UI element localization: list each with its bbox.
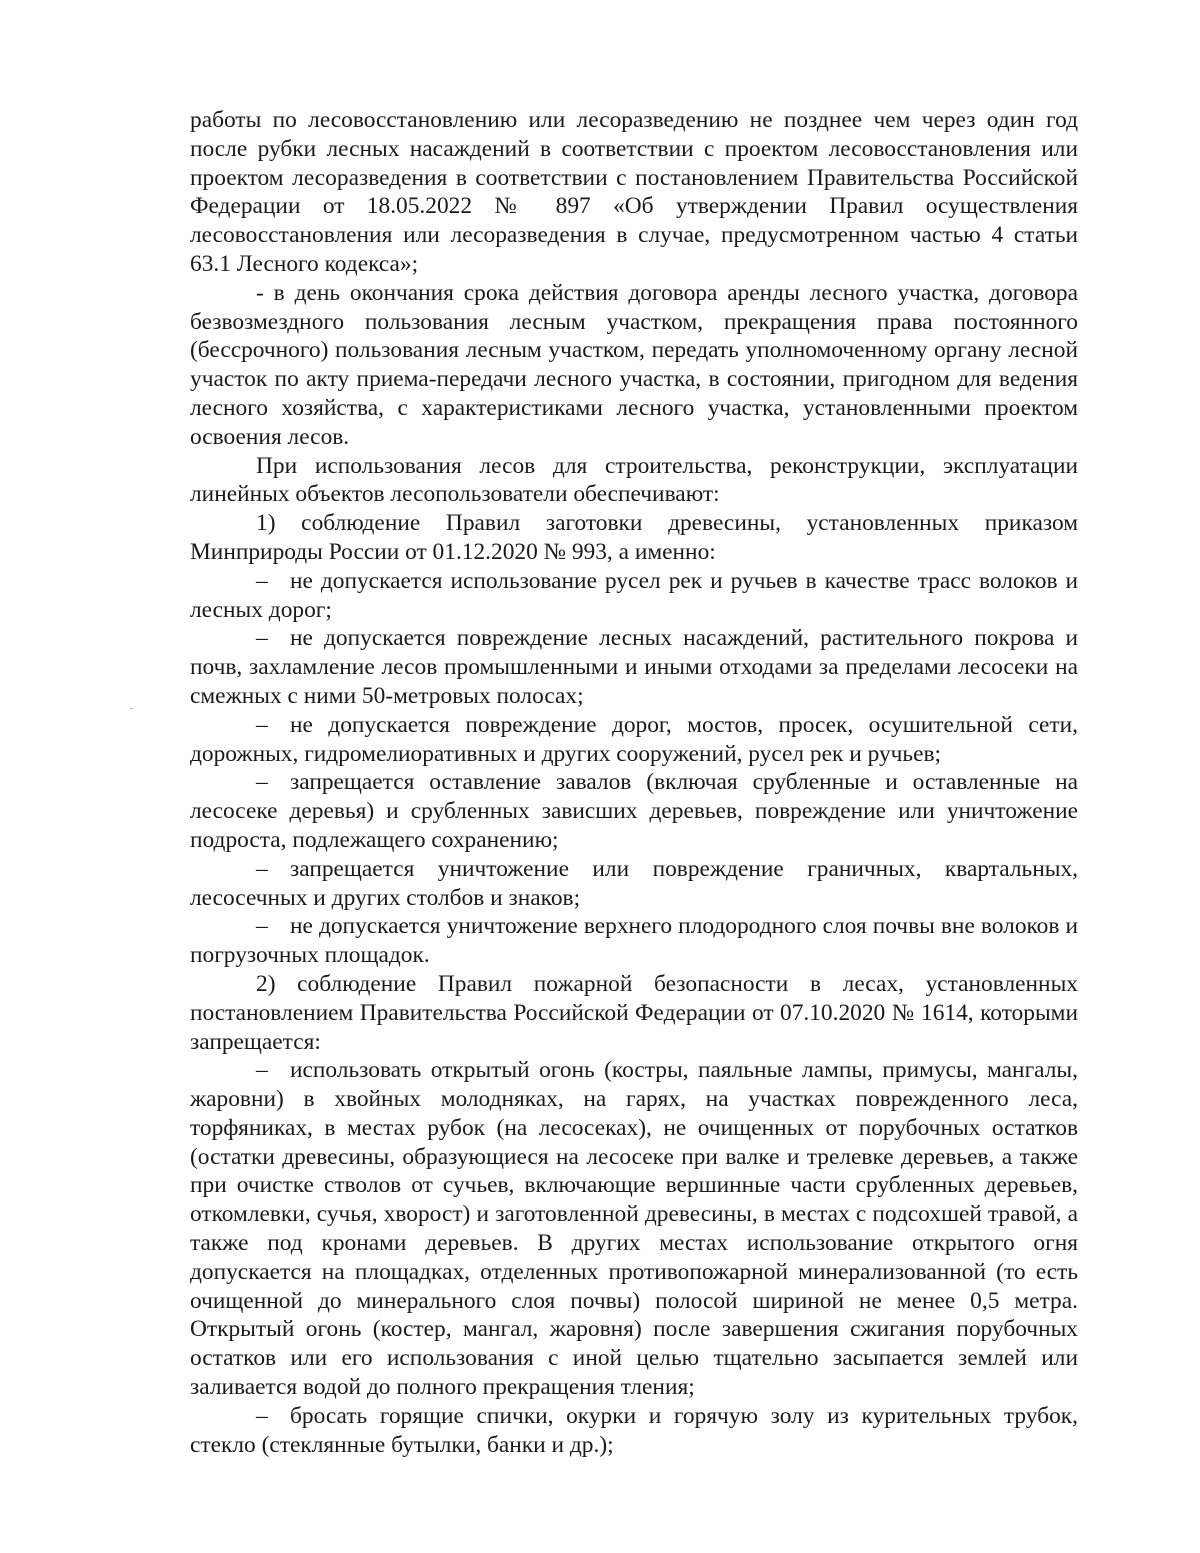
paragraph: При использования лесов для строительства, реконструкции, эксплуатации линейных объектов лесопользователи обеспечивают: xyxy=(190,452,1078,508)
paragraph: 2) соблюдение Правил пожарной безопасности в лесах, установленных постановлением Правительства Российской Федерации от 07.10.2020 № 1614, которыми запрещается: xyxy=(190,970,1078,1055)
list-item-text: использовать открытый огонь (костры, паяльные лампы, примусы, мангалы, жаровни) в хвойных молодняках, на гарях, на участках поврежденного леса, торфяниках, в местах рубок (на лесосеках), не очищенных от порубочных остатков (остатки древесины, образующиеся на лесосеке при валке и трелевке деревьев, а также при очистке стволов от сучьев, включающие вершинные части срубленных деревьев, откомлевки, сучья, хворост) и заготовленной древесины, в местах с подсохшей травой, а также под кронами деревьев. В других местах использование открытого огня допускается на площадках, отделенных противопожарной минерализованной (то есть очищенной до минерального слоя почвы) полосой шириной не менее 0,5 метра. Открытый огонь (костер, мангал, жаровня) после завершения сжигания порубочных остатков или его использования с иной целью тщательно засыпается землей или заливается водой до полного прекращения тления; xyxy=(190,1057,1078,1401)
dash-marker: – xyxy=(256,1402,268,1429)
list-item xyxy=(190,912,1078,970)
dash-marker: – xyxy=(256,625,268,652)
list-item xyxy=(190,855,1078,913)
dash-marker: – xyxy=(256,855,268,882)
list-item-text: не допускается повреждение лесных насаждений, растительного покрова и почв, захламление лесов промышленными и иными отходами за пределами лесосеки на смежных с ними 50-метровых полосах; xyxy=(190,625,1078,709)
list-item-text: запрещается оставление завалов (включая срубленные и оставленные на лесосеке деревья) и срубленных зависших деревьев, повреждение или уничтожение подроста, подлежащего сохранению; xyxy=(190,769,1078,853)
paragraph: - в день окончания срока действия договора аренды лесного участка, договора безвозмездного пользования лесным участком, прекращения права постоянного (бессрочного) пользования лесным участком, передать уполномоченному органу лесной участок по акту приема-передачи лесного участка, в состоянии, пригодном для ведения лесного хозяйства, с характеристиками лесного участка, установленными проектом освоения лесов. xyxy=(190,279,1078,450)
list-item-text: не допускается уничтожение верхнего плодородного слоя почвы вне волоков и погрузочных площадок. xyxy=(190,913,1078,969)
scan-speck xyxy=(130,708,133,709)
list-item xyxy=(190,768,1078,854)
document-page xyxy=(190,106,1078,1459)
paragraph: работы по лесовосстановлению или лесоразведению не позднее чем через один год после рубки лесных насаждений в соответствии с проектом лесовосстановления или проектом лесоразведения в соответствии с постановлением Правительства Российской Федерации от 18.05.2022 № 897 «Об утверждении Правил осуществления лесовосстановления или лесоразведения в случае, предусмотренном частью 4 статьи 63.1 Лесного кодекса»; xyxy=(190,107,1078,277)
list-item xyxy=(190,624,1078,710)
list-item-text: бросать горящие спички, окурки и горячую золу из курительных трубок, стекло (стеклянные бутылки, банки и др.); xyxy=(190,1402,1078,1458)
list-item-text: запрещается уничтожение или повреждение граничных, квартальных, лесосечных и других столбов и знаков; xyxy=(190,855,1078,911)
list-item-text: не допускается использование русел рек и ручьев в качестве трасс волоков и лесных дорог; xyxy=(190,567,1078,623)
dash-marker: – xyxy=(256,913,268,940)
list-item-text: не допускается повреждение дорог, мостов, просек, осушительной сети, дорожных, гидромелиоративных и других сооружений, русел рек и ручьев; xyxy=(190,711,1078,767)
dash-marker: – xyxy=(256,1057,268,1084)
dash-marker: – xyxy=(256,711,268,738)
paragraph: 1) соблюдение Правил заготовки древесины, установленных приказом Минприроды России от 01.12.2020 № 993, а именно: xyxy=(190,510,1078,565)
dash-marker: – xyxy=(256,769,268,796)
list-item xyxy=(190,1056,1078,1402)
list-item xyxy=(190,1402,1078,1460)
list-item xyxy=(190,567,1078,625)
dash-marker: – xyxy=(256,567,268,594)
list-item xyxy=(190,711,1078,769)
